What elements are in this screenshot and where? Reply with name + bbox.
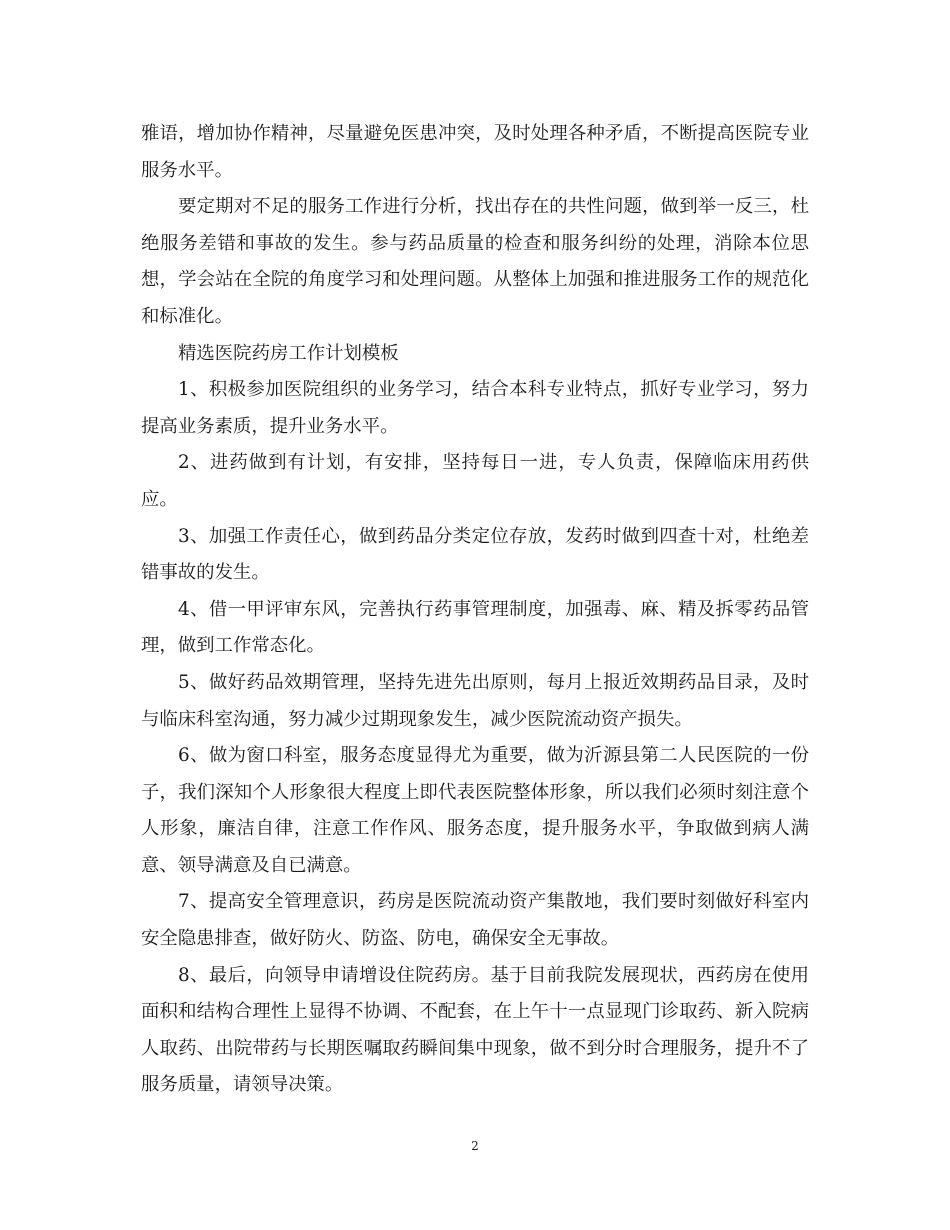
list-item: 6、做为窗口科室，服务态度显得尤为重要，做为沂源县第二人民医院的一份子，我们深知个人形象很大程度上即代表医院整体形象，所以我们必须时刻注意个人形象，廉洁自律，注意工作作风、服务态度，提升服务水平，争取做到病人满意、领导满意及自已满意。	[141, 745, 809, 876]
document-body	[141, 116, 809, 1104]
list-item: 8、最后，向领导申请增设住院药房。基于目前我院发展现状，西药房在使用面积和结构合理性上显得不协调、不配套，在上午十一点显现门诊取药、新入院病人取药、出院带药与长期医嘱取药瞬间集中现象，做不到分时合理服务，提升不了服务质量，请领导决策。	[141, 964, 809, 1096]
list-item: 4、借一甲评审东风，完善执行药事管理制度，加强毒、麻、精及拆零药品管理，做到工作常态化。	[141, 598, 809, 657]
list-item: 7、提高安全管理意识，药房是医院流动资产集散地，我们要时刻做好科室内安全隐患排查，做好防火、防盗、防电，确保安全无事故。	[141, 891, 809, 950]
paragraph: 要定期对不足的服务工作进行分析，找出存在的共性问题，做到举一反三，杜绝服务差错和事故的发生。参与药品质量的检查和服务纠纷的处理，消除本位思想，学会站在全院的角度学习和处理问题。从整体上加强和推进服务工作的规范化和标准化。	[141, 196, 809, 327]
page-number: 2	[471, 1139, 479, 1153]
list-item: 1、积极参加医院组织的业务学习，结合本科专业特点，抓好专业学习，努力提高业务素质，提升业务水平。	[141, 379, 809, 437]
list-item: 3、加强工作责任心，做到药品分类定位存放，发药时做到四查十对，杜绝差错事故的发生。	[141, 525, 809, 584]
section-heading: 精选医院药房工作计划模板	[178, 342, 399, 364]
list-item: 5、做好药品效期管理，坚持先进先出原则，每月上报近效期药品目录，及时与临床科室沟通，努力减少过期现象发生，减少医院流动资产损失。	[141, 671, 809, 730]
list-item: 2、进药做到有计划，有安排，坚持每日一进，专人负责，保障临床用药供应。	[141, 452, 809, 510]
paragraph: 雅语，增加协作精神，尽量避免医患冲突，及时处理各种矛盾，不断提高医院专业服务水平。	[141, 123, 809, 181]
